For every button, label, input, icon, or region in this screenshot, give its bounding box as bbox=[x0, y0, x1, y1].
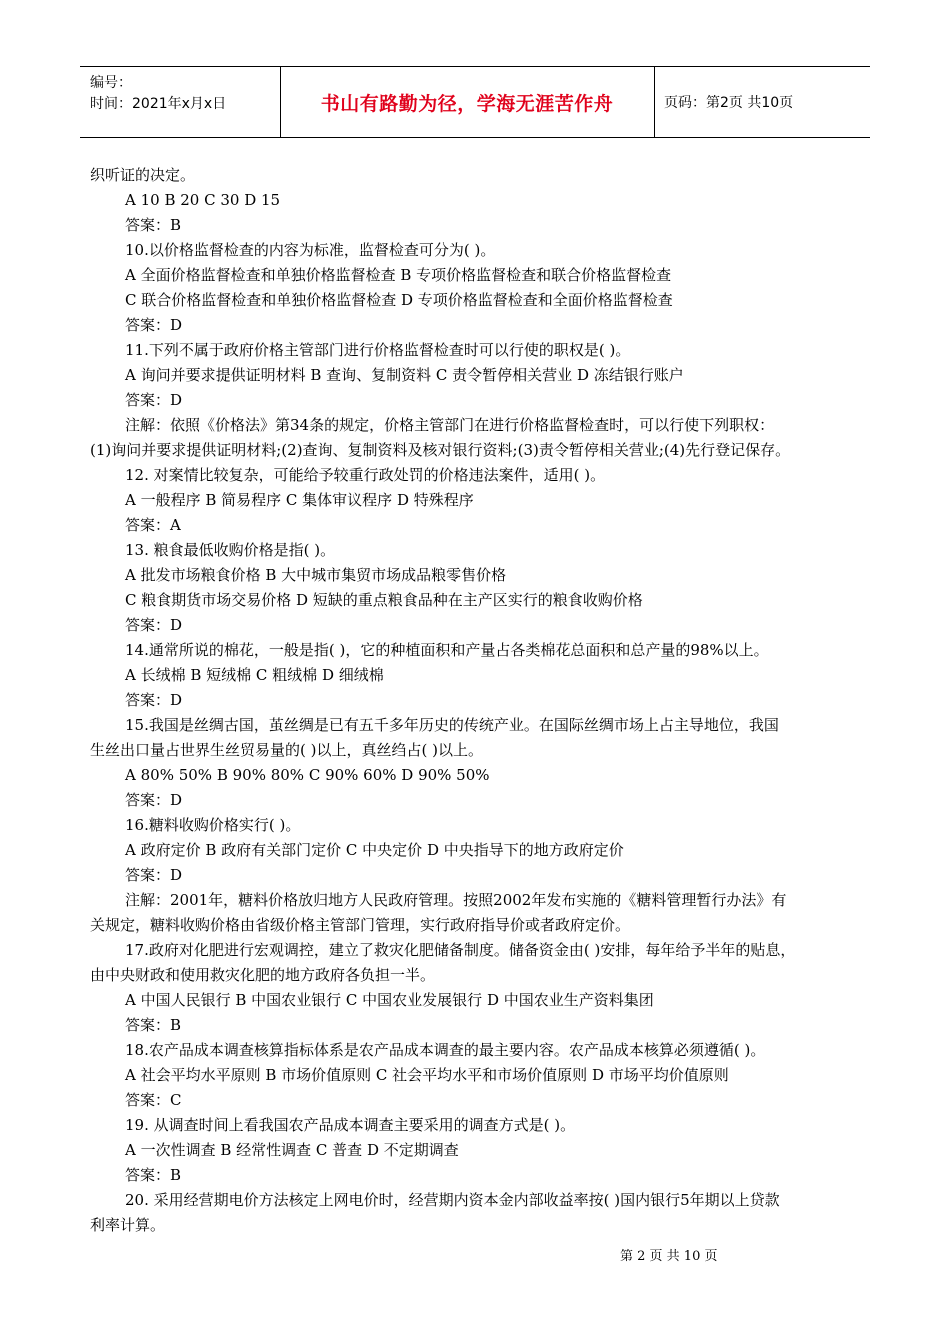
text-line: 16.糖料收购价格实行( )。 bbox=[125, 816, 301, 834]
text-line: A 一次性调查 B 经常性调查 C 普查 D 不定期调查 bbox=[125, 1141, 459, 1159]
text-line: 15.我国是丝绸古国，茧丝绸是已有五千多年历史的传统产业。在国际丝绸市场上占主导地位，我国 bbox=[125, 716, 779, 734]
text-line: A 全面价格监督检查和单独价格监督检查 B 专项价格监督检查和联合价格监督检查 bbox=[125, 266, 672, 284]
text-line: 答案：D bbox=[125, 316, 183, 334]
text-line: 注解：依照《价格法》第34条的规定，价格主管部门在进行价格监督检查时，可以行使下列职权： bbox=[125, 416, 775, 434]
document-body bbox=[90, 163, 865, 1238]
text-line: 13. 粮食最低收购价格是指( )。 bbox=[125, 541, 336, 559]
text-line: 答案：D bbox=[125, 691, 183, 709]
text-line: (1)询问并要求提供证明材料;(2)查询、复制资料及核对银行资料;(3)责令暂停相关营业;(4)先行登记保存。 bbox=[90, 441, 791, 459]
text-line: 注解：2001年，糖料价格放归地方人民政府管理。按照2002年发布实施的《糖料管理暂行办法》有 bbox=[125, 891, 787, 909]
text-line: 10.以价格监督检查的内容为标准，监督检查可分为( )。 bbox=[125, 241, 496, 259]
text-line: 答案：D bbox=[125, 791, 183, 809]
header-page-label: 页码：第2页 共10页 bbox=[664, 95, 794, 111]
header-divider bbox=[654, 67, 655, 137]
text-line: 18.农产品成本调查核算指标体系是农产品成本调查的最主要内容。农产品成本核算必须遵循( )。 bbox=[125, 1041, 766, 1059]
text-line: 答案：A bbox=[125, 516, 181, 534]
text-line: A 一般程序 B 简易程序 C 集体审议程序 D 特殊程序 bbox=[125, 491, 474, 509]
text-line: 20. 采用经营期电价方法核定上网电价时，经营期内资本金内部收益率按( )国内银行5年期以上贷款 bbox=[125, 1191, 780, 1209]
text-line: 答案：D bbox=[125, 391, 183, 409]
text-line: 利率计算。 bbox=[90, 1216, 166, 1234]
text-line: 答案：B bbox=[125, 1016, 182, 1034]
text-line: 织听证的决定。 bbox=[90, 166, 196, 184]
text-line: 答案：B bbox=[125, 216, 182, 234]
page-header bbox=[80, 66, 870, 138]
text-line: A 询问并要求提供证明材料 B 查询、复制资料 C 责令暂停相关营业 D 冻结银行账户 bbox=[125, 366, 684, 384]
text-line: A 长绒棉 B 短绒棉 C 粗绒棉 D 细绒棉 bbox=[125, 666, 384, 684]
doc-time-label: 时间：2021年x月x日 bbox=[90, 96, 227, 112]
text-line: A 政府定价 B 政府有关部门定价 C 中央定价 D 中央指导下的地方政府定价 bbox=[125, 841, 624, 859]
text-line: 19. 从调查时间上看我国农产品成本调查主要采用的调查方式是( )。 bbox=[125, 1116, 576, 1134]
text-line: 生丝出口量占世界生丝贸易量的( )以上，真丝绉占( )以上。 bbox=[90, 741, 483, 759]
text-line: 关规定，糖料收购价格由省级价格主管部门管理，实行政府指导价或者政府定价。 bbox=[90, 916, 631, 934]
doc-number-label: 编号： bbox=[90, 75, 132, 91]
header-motto: 书山有路勤为径，学海无涯苦作舟 bbox=[320, 92, 614, 115]
text-line: A 批发市场粮食价格 B 大中城市集贸市场成品粮零售价格 bbox=[125, 566, 507, 584]
text-line: 14.通常所说的棉花，一般是指( )，它的种植面积和产量占各类棉花总面积和总产量的98%以上。 bbox=[125, 641, 769, 659]
text-line: 11.下列不属于政府价格主管部门进行价格监督检查时可以行使的职权是( )。 bbox=[125, 341, 631, 359]
header-meta bbox=[90, 73, 226, 115]
text-line: A 10 B 20 C 30 D 15 bbox=[125, 191, 281, 209]
text-line: C 联合价格监督检查和单独价格监督检查 D 专项价格监督检查和全面价格监督检查 bbox=[125, 291, 673, 309]
page-footer: 第 2 页 共 10 页 bbox=[620, 1249, 718, 1264]
text-line: 由中央财政和使用救灾化肥的地方政府各负担一半。 bbox=[90, 966, 436, 984]
text-line: 12. 对案情比较复杂，可能给予较重行政处罚的价格违法案件，适用( )。 bbox=[125, 466, 606, 484]
text-line: 17.政府对化肥进行宏观调控，建立了救灾化肥储备制度。储备资金由( )安排，每年给予半年的贴息， bbox=[125, 941, 796, 959]
text-line: A 社会平均水平原则 B 市场价值原则 C 社会平均水平和市场价值原则 D 市场平均价值原则 bbox=[125, 1066, 729, 1084]
text-line: C 粮食期货市场交易价格 D 短缺的重点粮食品种在主产区实行的粮食收购价格 bbox=[125, 591, 643, 609]
text-line: 答案：C bbox=[125, 1091, 182, 1109]
text-line: 答案：D bbox=[125, 866, 183, 884]
text-line: A 80% 50% B 90% 80% C 90% 60% D 90% 50% bbox=[125, 766, 490, 784]
text-line: 答案：D bbox=[125, 616, 183, 634]
text-line: 答案：B bbox=[125, 1166, 182, 1184]
text-line: A 中国人民银行 B 中国农业银行 C 中国农业发展银行 D 中国农业生产资料集团 bbox=[125, 991, 654, 1009]
